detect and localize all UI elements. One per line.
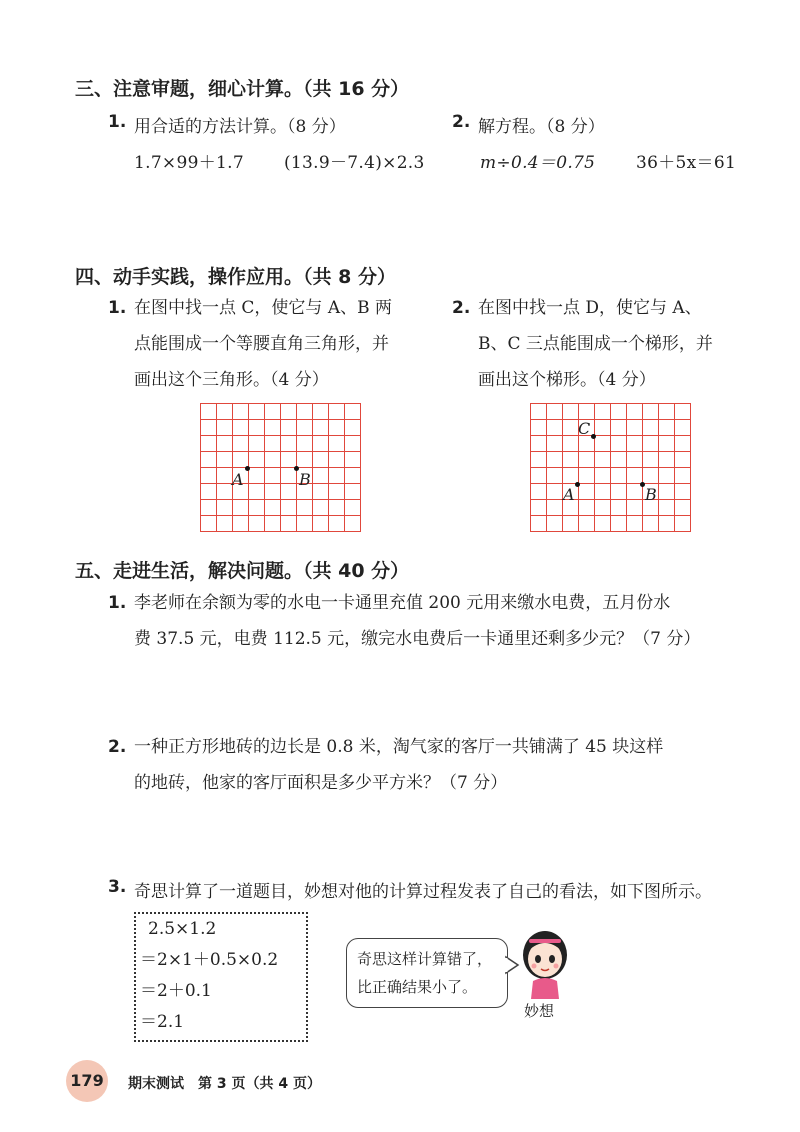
speech-line: 比正确结果小了。	[357, 978, 478, 996]
s5-q1-text	[134, 585, 700, 657]
grid-paper-1[interactable]	[200, 403, 361, 532]
point-b-label: B	[299, 470, 311, 489]
grid-paper-2[interactable]	[530, 403, 691, 532]
s5-q2-text	[134, 729, 663, 801]
point-a-label: A	[232, 470, 244, 489]
calc-line: ＝2.1	[140, 1012, 185, 1032]
s5-q2-line: 一种正方形地砖的边长是 0.8 米，淘气家的客厅一共铺满了 45 块这样	[134, 737, 664, 757]
s4-q1-text	[134, 290, 392, 398]
s3-q1-expr1: 1.7×99＋1.7	[134, 153, 244, 173]
point-c-label: C	[578, 419, 591, 438]
s4-q1-line: 点能围成一个等腰直角三角形，并	[134, 334, 389, 354]
calc-line: ＝2＋0.1	[140, 981, 212, 1001]
speaker-name: 妙想	[524, 1002, 555, 1020]
speech-text	[347, 939, 507, 1007]
footer-text: 期末测试 第 3 页（共 4 页）	[128, 1076, 321, 1092]
s4-q2-number: 2.	[452, 298, 471, 318]
point-a-label: A	[563, 485, 575, 504]
s5-q1-line: 李老师在余额为零的水电一卡通里充值 200 元用来缴水电费，五月份水	[134, 593, 671, 613]
s5-q1-line: 费 37.5 元，电费 112.5 元，缴完水电费后一卡通里还剩多少元？（7 分）	[134, 629, 701, 649]
s5-q2-line: 的地砖，他家的客厅面积是多少平方米？（7 分）	[134, 773, 508, 793]
point-a-dot	[245, 466, 250, 471]
s4-q1-line: 在图中找一点 C，使它与 A、B 两	[134, 298, 392, 318]
point-b-label: B	[645, 485, 657, 504]
section4-title: 四、动手实践，操作应用。（共 8 分）	[75, 266, 396, 288]
s5-q1-number: 1.	[108, 593, 127, 613]
page-number-badge: 179	[66, 1060, 108, 1102]
section3-title: 三、注意审题，细心计算。（共 16 分）	[75, 78, 410, 100]
s3-q1-expr2: (13.9－7.4)×2.3	[284, 153, 425, 173]
s3-q1-number: 1.	[108, 112, 127, 132]
girl-avatar-icon	[515, 925, 575, 999]
calc-line: ＝2×1＋0.5×0.2	[140, 950, 279, 970]
s5-q3-number: 3.	[108, 877, 127, 897]
calculation-box	[134, 912, 308, 1042]
s5-q3-text: 奇思计算了一道题目，妙想对他的计算过程发表了自己的看法，如下图所示。	[134, 882, 712, 902]
s4-q2-line: B、C 三点能围成一个梯形，并	[478, 334, 713, 354]
section5-title: 五、走进生活，解决问题。（共 40 分）	[75, 560, 410, 582]
s3-q2-expr2: 36＋5x＝61	[636, 153, 737, 173]
s5-q2-number: 2.	[108, 737, 127, 757]
s3-q2-number: 2.	[452, 112, 471, 132]
s4-q2-text	[478, 290, 713, 398]
s4-q2-line: 在图中找一点 D，使它与 A、	[478, 298, 702, 318]
s3-q1-text: 用合适的方法计算。（8 分）	[134, 117, 346, 137]
speech-line: 奇思这样计算错了，	[357, 950, 493, 968]
point-c-dot	[591, 434, 596, 439]
s4-q1-number: 1.	[108, 298, 127, 318]
s3-q2-text: 解方程。（8 分）	[478, 117, 605, 137]
calc-line: 2.5×1.2	[148, 919, 217, 939]
s4-q2-line: 画出这个梯形。（4 分）	[478, 370, 656, 390]
speech-bubble	[346, 938, 508, 1008]
point-a-dot	[575, 482, 580, 487]
s4-q1-line: 画出这个三角形。（4 分）	[134, 370, 329, 390]
s3-q2-expr1: m÷0.4＝0.75	[480, 153, 596, 173]
